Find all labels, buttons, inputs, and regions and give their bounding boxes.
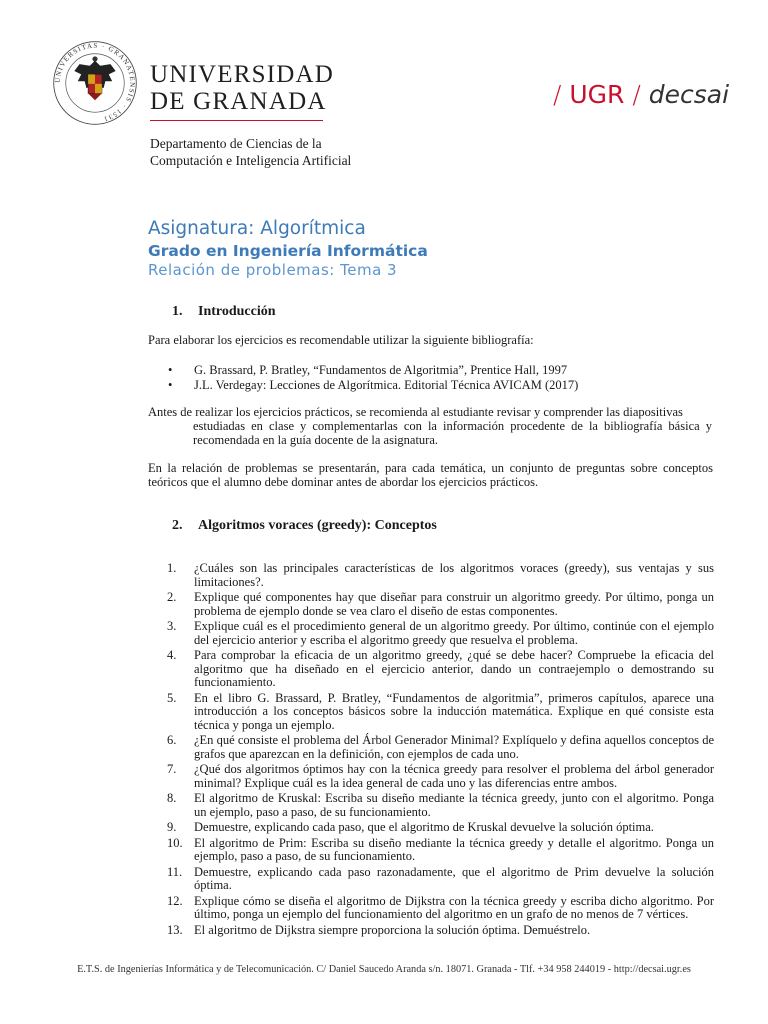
section-heading-greedy: [172, 518, 437, 534]
brand-slash: /: [553, 80, 570, 109]
bibliography-item: [168, 363, 648, 378]
university-name-line1: UNIVERSIDAD: [150, 61, 335, 88]
bibliography-list: [168, 363, 648, 393]
bullet-icon: •: [168, 363, 173, 377]
question-item: [167, 620, 714, 647]
question-number: 10.: [167, 835, 183, 850]
question-item: [167, 837, 714, 864]
section-number: 2.: [172, 518, 183, 533]
subject-title: Asignatura: Algorítmica: [148, 218, 366, 239]
problems-description-paragraph: En la relación de problemas se presentarán, para cada temática, un conjunto de preguntas sobre conceptos teóricos que el alumno debe dominar antes de abordar los ejercicios prácticos.: [148, 461, 713, 489]
question-text: ¿En qué consiste el problema del Árbol Generador Minimal? Explíquelo y defina aquellos conceptos de grafos que aparezcan en la definición, con ejemplos de cada uno.: [194, 733, 714, 761]
university-name: [150, 61, 334, 115]
question-item: [167, 763, 714, 790]
department-line1: Departamento de Ciencias de la: [150, 136, 322, 151]
question-text: El algoritmo de Prim: Escriba su diseño mediante la técnica greedy y detalle el algoritmo. Ponga un ejemplo, paso a paso, de su funcionamiento.: [194, 835, 714, 863]
question-number: 3.: [167, 619, 177, 633]
question-text: Explique cuál es el procedimiento general de un algoritmo greedy. Por último, continúe con el ejemplo del ejercicio anterior y escriba el algoritmo greedy que resuelva el problema.: [194, 619, 714, 647]
question-text: Demuestre, explicando cada paso, que el algoritmo de Kruskal devuelve la solución óptima.: [194, 820, 654, 834]
question-text: Explique cómo se diseña el algoritmo de Dijkstra con la técnica greedy y escriba dicho algoritmo. Por último, ponga un ejemplo del funcionamiento del algoritmo en un grafo de no menos de 7 vértices.: [194, 893, 714, 921]
question-number: 11.: [167, 864, 183, 879]
questions-list: [167, 562, 714, 939]
section-number: 1.: [172, 304, 183, 319]
question-item: [167, 895, 714, 922]
document-titles: [148, 218, 428, 279]
question-text: Demuestre, explicando cada paso razonadamente, que el algoritmo de Prim devuelve la solución óptima.: [194, 864, 714, 892]
question-item: [167, 734, 714, 761]
question-item: [167, 792, 714, 819]
question-number: 13.: [167, 922, 183, 937]
question-text: ¿Cuáles son las principales características de los algoritmos voraces (greedy), sus ventajas y sus limitaciones?.: [194, 561, 714, 589]
question-text: Para comprobar la eficacia de un algoritmo greedy, ¿qué se debe hacer? Compruebe la eficacia del algoritmo que ha diseñado en el ejercicio anterior, dando un contraejemplo o demostrando su funcionamiento.: [194, 648, 714, 689]
header-divider: [150, 120, 323, 121]
question-text: En el libro G. Brassard, P. Bratley, “Fundamentos de algoritmia”, primeros capítulos, aparece una introducción a los conceptos básicos sobre la inducción matemática. Explique en qué consiste esta técnica y ponga un ejemplo.: [194, 690, 714, 732]
question-text: El algoritmo de Kruskal: Escriba su diseño mediante la técnica greedy, junto con el algoritmo. Ponga un ejemplo, paso a paso, de su funcionamiento.: [194, 791, 714, 819]
question-item: [167, 562, 714, 589]
question-text: El algoritmo de Dijkstra siempre proporciona la solución óptima. Demuéstrelo.: [194, 922, 591, 937]
recommendation-first-line: Antes de realizar los ejercicios prácticos, se recomienda al estudiante revisar y comprender las diapositivas: [148, 405, 683, 419]
question-number: 6.: [167, 733, 177, 747]
question-text: Explique qué componentes hay que diseñar para construir un algoritmo greedy. Por último, ponga un problema de ejemplo donde se vea claro el diseño de estas componentes.: [194, 590, 714, 618]
question-item: [167, 692, 714, 733]
bibliography-item: [168, 378, 648, 393]
brand-decsai: decsai: [648, 80, 730, 109]
question-number: 7.: [167, 762, 177, 776]
question-number: 4.: [167, 648, 177, 662]
question-text: ¿Qué dos algoritmos óptimos hay con la técnica greedy para resolver el problema del árbol generador minimal? Explique cuál es la idea general de cada uno y las diferencias entre ambos.: [194, 762, 714, 790]
page-footer: E.T.S. de Ingenierías Informática y de Telecomunicación. C/ Daniel Saucedo Aranda s/n. 18071. Granada - Tlf. +34 958 244019 - http://decsai.ugr.es: [77, 964, 691, 975]
question-number: 1.: [167, 561, 177, 575]
question-item: [167, 591, 714, 618]
bullet-icon: •: [168, 378, 173, 392]
question-number: 8.: [167, 791, 177, 805]
university-seal-logo: [52, 40, 138, 126]
ugr-decsai-brand: [553, 80, 729, 109]
intro-paragraph: Para elaborar los ejercicios es recomendable utilizar la siguiente bibliografía:: [148, 333, 534, 347]
brand-ugr: UGR: [569, 80, 625, 109]
department-line2: Computación e Inteligencia Artificial: [150, 153, 352, 168]
recommendation-paragraph: [148, 405, 712, 447]
section-heading-introduction: [172, 304, 276, 320]
question-item: [167, 924, 714, 938]
university-name-line2: DE GRANADA: [150, 88, 327, 115]
question-item: [167, 649, 714, 690]
question-number: 2.: [167, 590, 177, 604]
question-number: 9.: [167, 820, 177, 834]
section-title: Algoritmos voraces (greedy): Conceptos: [198, 518, 437, 533]
question-item: [167, 866, 714, 893]
question-number: 12.: [167, 893, 183, 908]
brand-slash: /: [624, 80, 649, 109]
bibliography-text: G. Brassard, P. Bratley, “Fundamentos de Algoritmia”, Prentice Hall, 1997: [194, 363, 568, 377]
relation-title: Relación de problemas: Tema 3: [148, 261, 398, 279]
question-item: [167, 821, 714, 835]
seal-text: UNIVERSITAS · GRANATENSIS · 1531: [54, 42, 136, 123]
section-title: Introducción: [198, 304, 276, 319]
recommendation-rest: estudiadas en clase y complementarlas con la información procedente de la bibliografía básica y recomendada en la guía docente de la asignatura.: [193, 419, 712, 447]
degree-title: Grado en Ingeniería Informática: [148, 242, 428, 260]
question-number: 5.: [167, 690, 177, 705]
bibliography-text: J.L. Verdegay: Lecciones de Algorítmica. Editorial Técnica AVICAM (2017): [194, 378, 579, 392]
department-name: [150, 135, 351, 169]
